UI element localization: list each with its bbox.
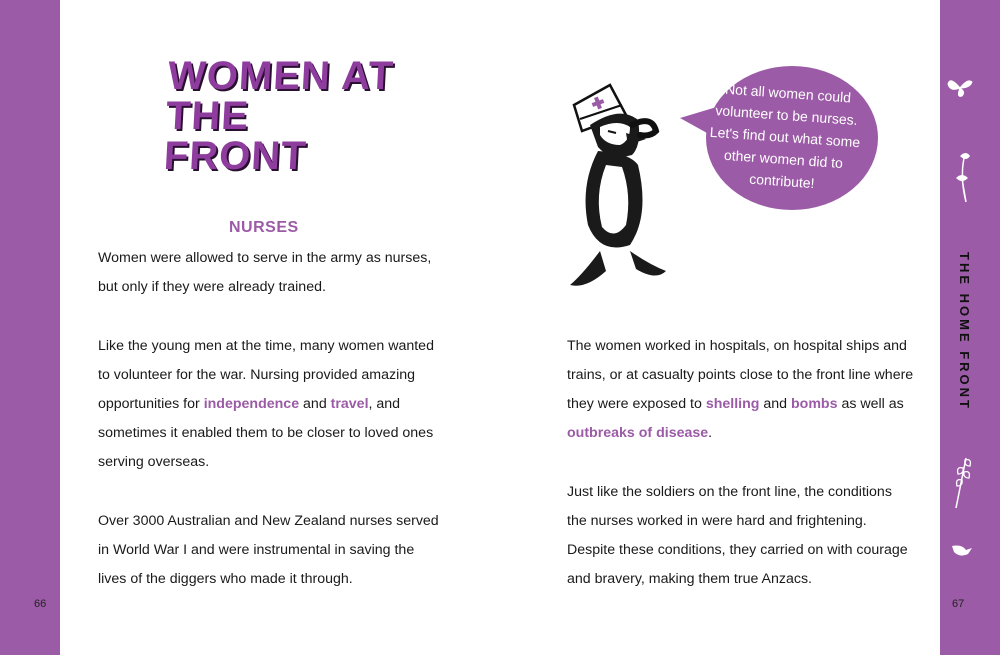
text-segment: , and sometimes it enabled them to be closer to loved ones serving overseas.	[98, 396, 434, 470]
title-line-2: THE FRONT	[162, 94, 308, 178]
highlight-bombs: bombs	[790, 396, 838, 412]
text-segment: The women worked in hospitals, on hospital ships and trains, or at casualty points close to the front line where they were exposed to	[567, 338, 914, 412]
poppy-flowers-icon	[946, 148, 976, 204]
highlight-independence: independence	[203, 396, 300, 412]
bird-icon	[950, 540, 974, 560]
paragraph-volunteer	[98, 332, 443, 477]
paragraph-hospital-work	[567, 332, 917, 448]
highlight-outbreaks-of-disease: outbreaks of disease	[567, 425, 709, 441]
speech-bubble-text: Not all women could volunteer to be nurses. Let's find out what some other women did to contribute!	[709, 80, 861, 192]
paragraph-nurses-intro: Women were allowed to serve in the army as nurses, but only if they were already trained.	[98, 250, 432, 295]
highlight-shelling: shelling	[705, 396, 760, 412]
page-title	[163, 56, 399, 176]
paragraph-nurse-count: Over 3000 Australian and New Zealand nurses served in World War I and were instrumental in saving the lives of the diggers who made it through.	[98, 513, 439, 587]
paragraph-conditions: Just like the soldiers on the front line, the conditions the nurses worked in were hard and frightening. Despite these conditions, they carried on with courage and bravery, making them true Anzacs.	[567, 484, 908, 587]
text-segment: Like the young men at the time, many women wanted to volunteer for the war. Nursing provided amazing opportunities for	[98, 338, 434, 412]
section-heading-nurses: NURSES	[229, 219, 299, 236]
text-segment: .	[708, 425, 713, 441]
text-segment: and	[299, 396, 331, 412]
highlight-travel: travel	[330, 396, 369, 412]
text-segment: as well as	[837, 396, 904, 412]
puffin-nurse-illustration	[560, 75, 680, 295]
title-line-1: WOMEN AT	[166, 54, 395, 98]
text-segment: and	[759, 396, 791, 412]
left-page-band	[0, 0, 60, 655]
butterfly-icon	[946, 74, 974, 100]
page-number-right: 67	[952, 598, 965, 610]
wheat-icon	[948, 452, 974, 510]
page-number-left: 66	[34, 598, 47, 610]
side-section-title: THE HOME FRONT	[957, 252, 972, 411]
